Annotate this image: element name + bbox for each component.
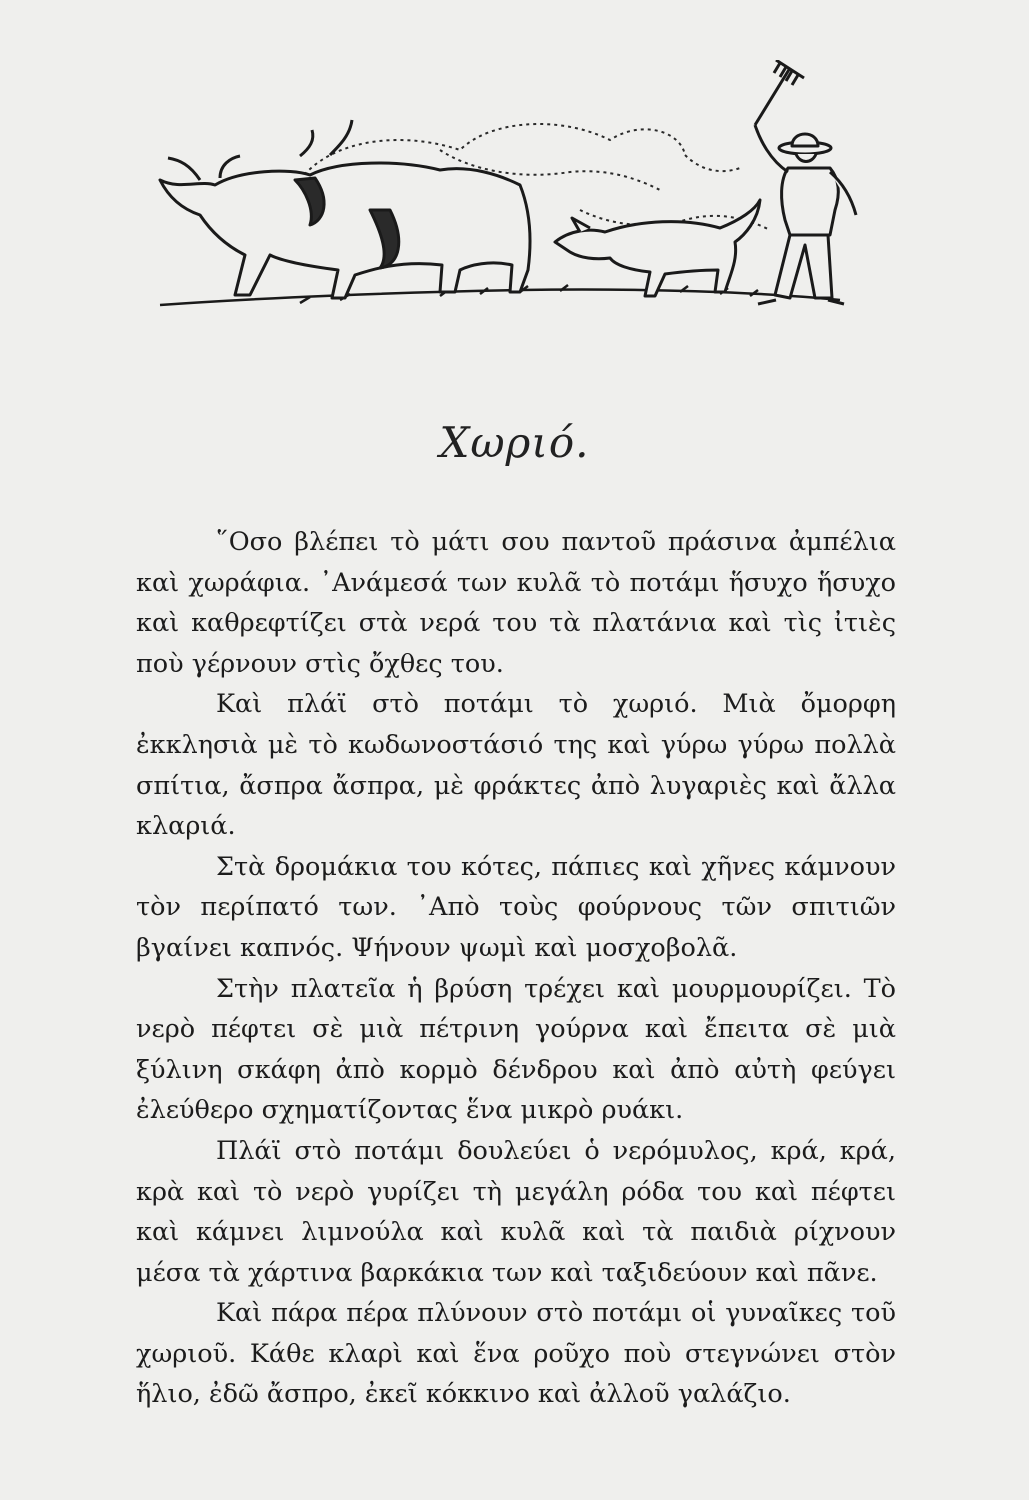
paragraph: Καὶ πλάϊ στὸ ποτάμι τὸ χωριό. Μιὰ ὄμορφη ἐκκλησιὰ μὲ τὸ κωδωνοστάσιό της καὶ γύρω γύρω πολλὰ σπίτια, ἄσπρα ἄσπρα, μὲ φράκτες ἀπὸ λυγαριὲς καὶ ἄλλα κλαριά. [136,689,896,842]
dog-figure [555,200,760,296]
paragraph: Πλάϊ στὸ ποτάμι δουλεύει ὁ νερόμυλος, κρά, κρά, κρὰ καὶ τὸ νερὸ γυρίζει τὴ μεγάλη ρόδα του καὶ πέφτει καὶ κάμνει λιμνούλα καὶ κυλᾶ καὶ τὰ παιδιὰ ρίχνουν μέσα τὰ χάρτινα βαρκάκια των καὶ ταξιδεύουν καὶ πᾶνε. [136,1135,896,1288]
village-farm-scene-illustration [140,60,890,340]
chapter-body [136,522,896,1415]
paragraph: Καὶ πάρα πέρα πλύνουν στὸ ποτάμι οἱ γυναῖκες τοῦ χωριοῦ. Κάθε κλαρὶ καὶ ἕνα ροῦχο ποὺ στεγνώνει στὸν ἥλιο, ἐδῶ ἄσπρο, ἐκεῖ κόκκινο καὶ ἀλλοῦ γαλάζιο. [136,1298,896,1410]
paragraph: Στὰ δρομάκια του κότες, πάπιες καὶ χῆνες κάμνουν τὸν περίπατό των. ᾿Απὸ τοὺς φούρνους τῶν σπιτιῶν βγαίνει καπνός. Ψήνουν ψωμὶ καὶ μοσχοβολᾶ. [136,851,896,963]
rake-tool [755,60,804,125]
cow-figure [160,120,530,298]
chapter-title: Χωριό. [439,418,590,467]
paragraph: Στὴν πλατεῖα ἡ βρύση τρέχει καὶ μουρμουρίζει. Τὸ νερὸ πέφτει σὲ μιὰ πέτρινη γούρνα καὶ ἔπειτα σὲ μιὰ ξύλινη σκάφη ἀπὸ κορμὸ δένδρου καὶ ἀπὸ αὐτὴ φεύγει ἐλεύθερο σχηματίζοντας ἕνα μικρὸ ρυάκι. [136,973,896,1126]
paragraph: ῞Οσο βλέπει τὸ μάτι σου παντοῦ πράσινα ἀμπέλια καὶ χωράφια. ᾿Ανάμεσά των κυλᾶ τὸ ποτάμι ἥσυχο ἥσυχο καὶ καθρεφτίζει στὰ νερά του τὰ πλατάνια καὶ τὶς ἰτιὲς ποὺ γέρνουν στὶς ὄχθες του. [136,527,896,679]
ground [160,285,840,305]
farmer-figure [755,125,856,304]
